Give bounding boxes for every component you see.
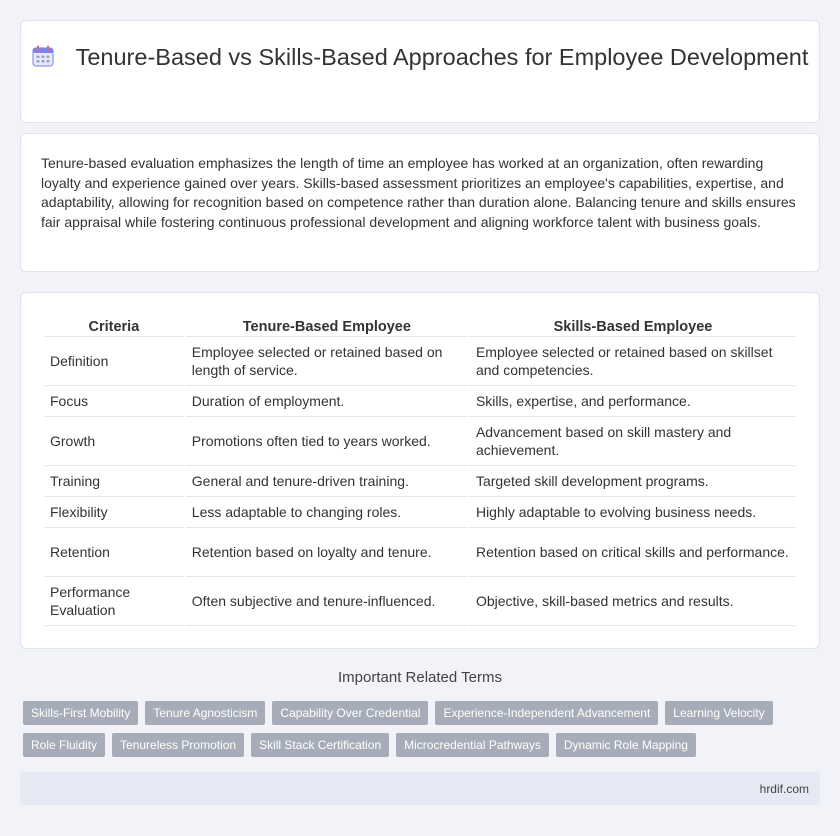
intro-text: Tenure-based evaluation emphasizes the length of time an employee has worked at an organization, often rewarding loyalty and experience gained over years. Skills-based assessment prioritizes an employee's capabilities, expertise, and adaptability, allowing for recognition based on competence rather than duration alone. Balancing tenure and skills ensures fair appraisal while fostering continuous professional development and aligning workforce talent with business goals. [41,155,796,230]
tenure-cell: Often subjective and tenure-influenced. [186,577,468,626]
criteria-cell: Retention [44,528,184,577]
criteria-cell: Definition [44,337,184,386]
table-row [44,528,796,577]
tag-capability-over-credential[interactable]: Capability Over Credential [272,701,428,725]
tag-role-fluidity[interactable]: Role Fluidity [23,733,105,757]
table-row [44,577,796,626]
tenure-cell: Less adaptable to changing roles. [186,497,468,528]
tag-learning-velocity[interactable]: Learning Velocity [665,701,772,725]
criteria-cell: Focus [44,386,184,417]
tenure-cell: Employee selected or retained based on length of service. [186,337,468,386]
comparison-table-card [20,292,820,649]
comparison-table [42,313,798,626]
tenure-cell: Duration of employment. [186,386,468,417]
tag-row [23,701,803,725]
footer [20,772,820,805]
tag-experience-independent-advancement[interactable]: Experience-Independent Advancement [435,701,658,725]
table-header-row [44,313,796,337]
tag-skill-stack-certification[interactable]: Skill Stack Certification [251,733,389,757]
tag-dynamic-role-mapping[interactable]: Dynamic Role Mapping [556,733,696,757]
tag-row [23,733,803,757]
tenure-cell: General and tenure-driven training. [186,466,468,497]
header-skills: Skills-Based Employee [470,313,796,337]
skills-cell: Targeted skill development programs. [470,466,796,497]
table-row [44,417,796,466]
calendar-icon [32,45,54,67]
criteria-cell: Performance Evaluation [44,577,184,626]
table-row [44,386,796,417]
criteria-cell: Growth [44,417,184,466]
criteria-cell: Flexibility [44,497,184,528]
skills-cell: Employee selected or retained based on skillset and competencies. [470,337,796,386]
footer-site[interactable]: hrdif.com [759,782,809,796]
table-row [44,337,796,386]
tag-tenure-agnosticism[interactable]: Tenure Agnosticism [145,701,265,725]
criteria-cell: Training [44,466,184,497]
skills-cell: Skills, expertise, and performance. [470,386,796,417]
header-criteria: Criteria [44,313,184,337]
related-terms-title: Important Related Terms [338,669,502,686]
tag-microcredential-pathways[interactable]: Microcredential Pathways [396,733,549,757]
skills-cell: Advancement based on skill mastery and achievement. [470,417,796,466]
intro-card [20,133,820,272]
tenure-cell: Retention based on loyalty and tenure. [186,528,468,577]
header-tenure: Tenure-Based Employee [186,313,468,337]
related-terms-tags [23,701,803,765]
title-text: Tenure-Based vs Skills-Based Approaches for Employee Development [75,44,809,70]
table-row [44,466,796,497]
skills-cell: Highly adaptable to evolving business needs. [470,497,796,528]
skills-cell: Retention based on critical skills and performance. [470,528,796,577]
table-row [44,497,796,528]
header-card [20,20,820,123]
tag-skills-first-mobility[interactable]: Skills-First Mobility [23,701,138,725]
skills-cell: Objective, skill-based metrics and results. [470,577,796,626]
tag-tenureless-promotion[interactable]: Tenureless Promotion [112,733,244,757]
tenure-cell: Promotions often tied to years worked. [186,417,468,466]
page-title [21,43,819,72]
